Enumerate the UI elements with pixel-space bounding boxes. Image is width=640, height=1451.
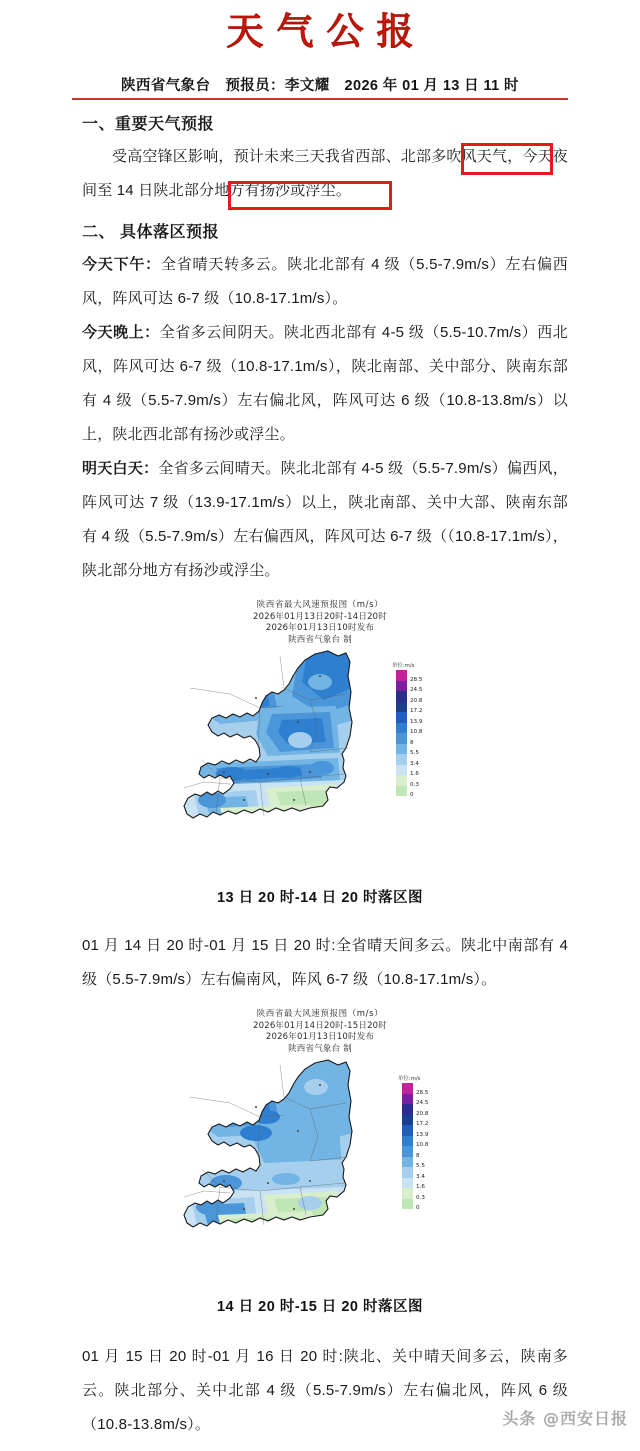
- byline-container: [72, 74, 568, 100]
- colorbar-swatch: [402, 1146, 413, 1157]
- forecast-today-afternoon-text: 全省晴天转多云。陕北北部有 4 级（5.5-7.9m/s）左右偏西风，阵风可达 6-7 级（10.8-17.1m/s）。: [82, 256, 568, 307]
- figure-1-map-area: [160, 648, 480, 878]
- forecast-14-15: 01 月 14 日 20 时-01 月 15 日 20 时:全省晴天间多云。陕北中南部有 4 级（5.5-7.9m/s）左右偏南风，阵风 6-7 级（10.8-17.1m/s）。: [82, 937, 568, 988]
- colorbar-swatch: [402, 1094, 413, 1105]
- figure-2-caption: 14 日 20 时-15 日 20 时落区图: [216, 1299, 423, 1315]
- colorbar-swatch: [396, 681, 407, 692]
- colorbar-swatch: [396, 775, 407, 786]
- colorbar-swatch: [402, 1136, 413, 1147]
- figure-2: [0, 1009, 640, 1316]
- figure-1-title-line3: 2026年01月13日10时发布: [265, 623, 375, 633]
- colorbar-swatch: [396, 670, 407, 681]
- closing-block: [82, 1340, 568, 1442]
- forecast-today-afternoon: [82, 248, 568, 316]
- colorbar-swatch: [402, 1167, 413, 1178]
- shaanxi-wind-speed-map-1: [160, 648, 480, 878]
- figure-2-title-line2: 2026年01月14日20时-15日20时: [253, 1020, 387, 1031]
- between-figures-block: [82, 929, 568, 997]
- colorbar-swatch: [396, 733, 407, 744]
- colorbar-swatch: [402, 1104, 413, 1115]
- figure-2-colorbar: 单位:m/s 28.5 24.5 20.8 17.2 13.9 10.8 8 5.5 3.4 1.6 0.3 0: [398, 1076, 429, 1211]
- section-heading-1: 一、重要天气预报: [82, 116, 215, 133]
- colorbar-swatch: [396, 712, 407, 723]
- figure-1-colorbar-title: 单位:m/s: [392, 663, 415, 669]
- section-1-paragraph: 受高空锋区影响，预计未来三天我省西部、北部多吹风天气，今天夜间至 14 日陕北部分地方有扬沙或浮尘。: [82, 148, 569, 199]
- forecast-tomorrow-daytime: [82, 452, 568, 588]
- figure-1-title-line2: 2026年01月13日20时-14日20时: [253, 611, 387, 622]
- masthead: [0, 0, 640, 100]
- colorbar-swatch: [402, 1115, 413, 1126]
- figure-1: [0, 600, 640, 907]
- colorbar-swatch: [402, 1157, 413, 1168]
- colorbar-swatch: [402, 1178, 413, 1189]
- colorbar-swatch: [396, 765, 407, 776]
- byline: 陕西省气象台 预报员：李文耀 2026 年 01 月 13 日 11 时: [121, 78, 519, 94]
- colorbar-swatch: [402, 1199, 413, 1210]
- colorbar-swatch: [402, 1125, 413, 1136]
- forecast-tonight-lead: 今天晚上：: [82, 324, 160, 341]
- page-title: 天气公报: [226, 12, 427, 53]
- figure-1-title: [0, 600, 640, 646]
- colorbar-swatch: [396, 786, 407, 797]
- forecast-tomorrow-daytime-text: 全省多云间晴天。陕北北部有 4-5 级（5.5-7.9m/s）偏西风，阵风可达 7 级（13.9-17.1m/s）以上，陕北南部、关中大部、陕南东部有 4 级（5.5-7.9m/s）左右偏西风，阵风可达 6-7 级（（10.8-17.1m/s），陕北部分地方有扬沙或浮尘。: [82, 460, 568, 579]
- figure-2-colorbar-title: 单位:m/s: [398, 1076, 421, 1082]
- figure-1-title-line1: 陕西省最大风速预报图（m/s）: [256, 600, 384, 610]
- figure-1-title-line4: 陕西省气象台 制: [288, 634, 352, 645]
- figure-2-title: [0, 1009, 640, 1055]
- colorbar-swatch: [396, 723, 407, 734]
- figure-2-map-area: [160, 1057, 480, 1287]
- forecast-today-afternoon-lead: 今天下午：: [82, 256, 161, 273]
- forecast-tonight: [82, 316, 568, 452]
- figure-2-title-line3: 2026年01月13日10时发布: [265, 1032, 375, 1042]
- colorbar-swatch: [396, 691, 407, 702]
- colorbar-swatch: [396, 754, 407, 765]
- document-body: [82, 110, 568, 588]
- figure-1-caption: 13 日 20 时-14 日 20 时落区图: [216, 890, 423, 906]
- figure-2-title-line4: 陕西省气象台 制: [288, 1043, 352, 1054]
- figure-2-title-line1: 陕西省最大风速预报图（m/s）: [256, 1009, 384, 1019]
- forecast-15-16: 01 月 15 日 20 时-01 月 16 日 20 时:陕北、关中晴天间多云，陕南多云。陕北部分、关中北部 4 级（5.5-7.9m/s）左右偏北风，阵风 6 级（10.8-13.8m/s）。: [82, 1348, 568, 1433]
- forecast-tomorrow-daytime-lead: 明天白天：: [82, 460, 159, 477]
- colorbar-swatch: [396, 702, 407, 713]
- watermark: 头条 @西安日报: [502, 1409, 628, 1428]
- colorbar-swatch: [402, 1188, 413, 1199]
- section-heading-2: 二、 具体落区预报: [82, 224, 219, 241]
- colorbar-swatch: [402, 1083, 413, 1094]
- colorbar-swatch: [396, 744, 407, 755]
- forecast-tonight-text: 全省多云间阴天。陕北西北部有 4-5 级（5.5-10.7m/s）西北风，阵风可达 6-7 级（10.8-17.1m/s），陕北南部、关中部分、陕南东部有 4 级（5.5-7.9m/s）左右偏北风，阵风可达 6 级（10.8-13.8m/s）以上，陕北西北部有扬沙或浮尘。: [82, 324, 568, 443]
- figure-1-colorbar: 单位:m/s 28.5 24.5 20.8 17.2 13.9 10.8 8 5.5 3.4 1.6 0.3 0: [392, 663, 423, 798]
- shaanxi-wind-speed-map-2: [160, 1057, 480, 1287]
